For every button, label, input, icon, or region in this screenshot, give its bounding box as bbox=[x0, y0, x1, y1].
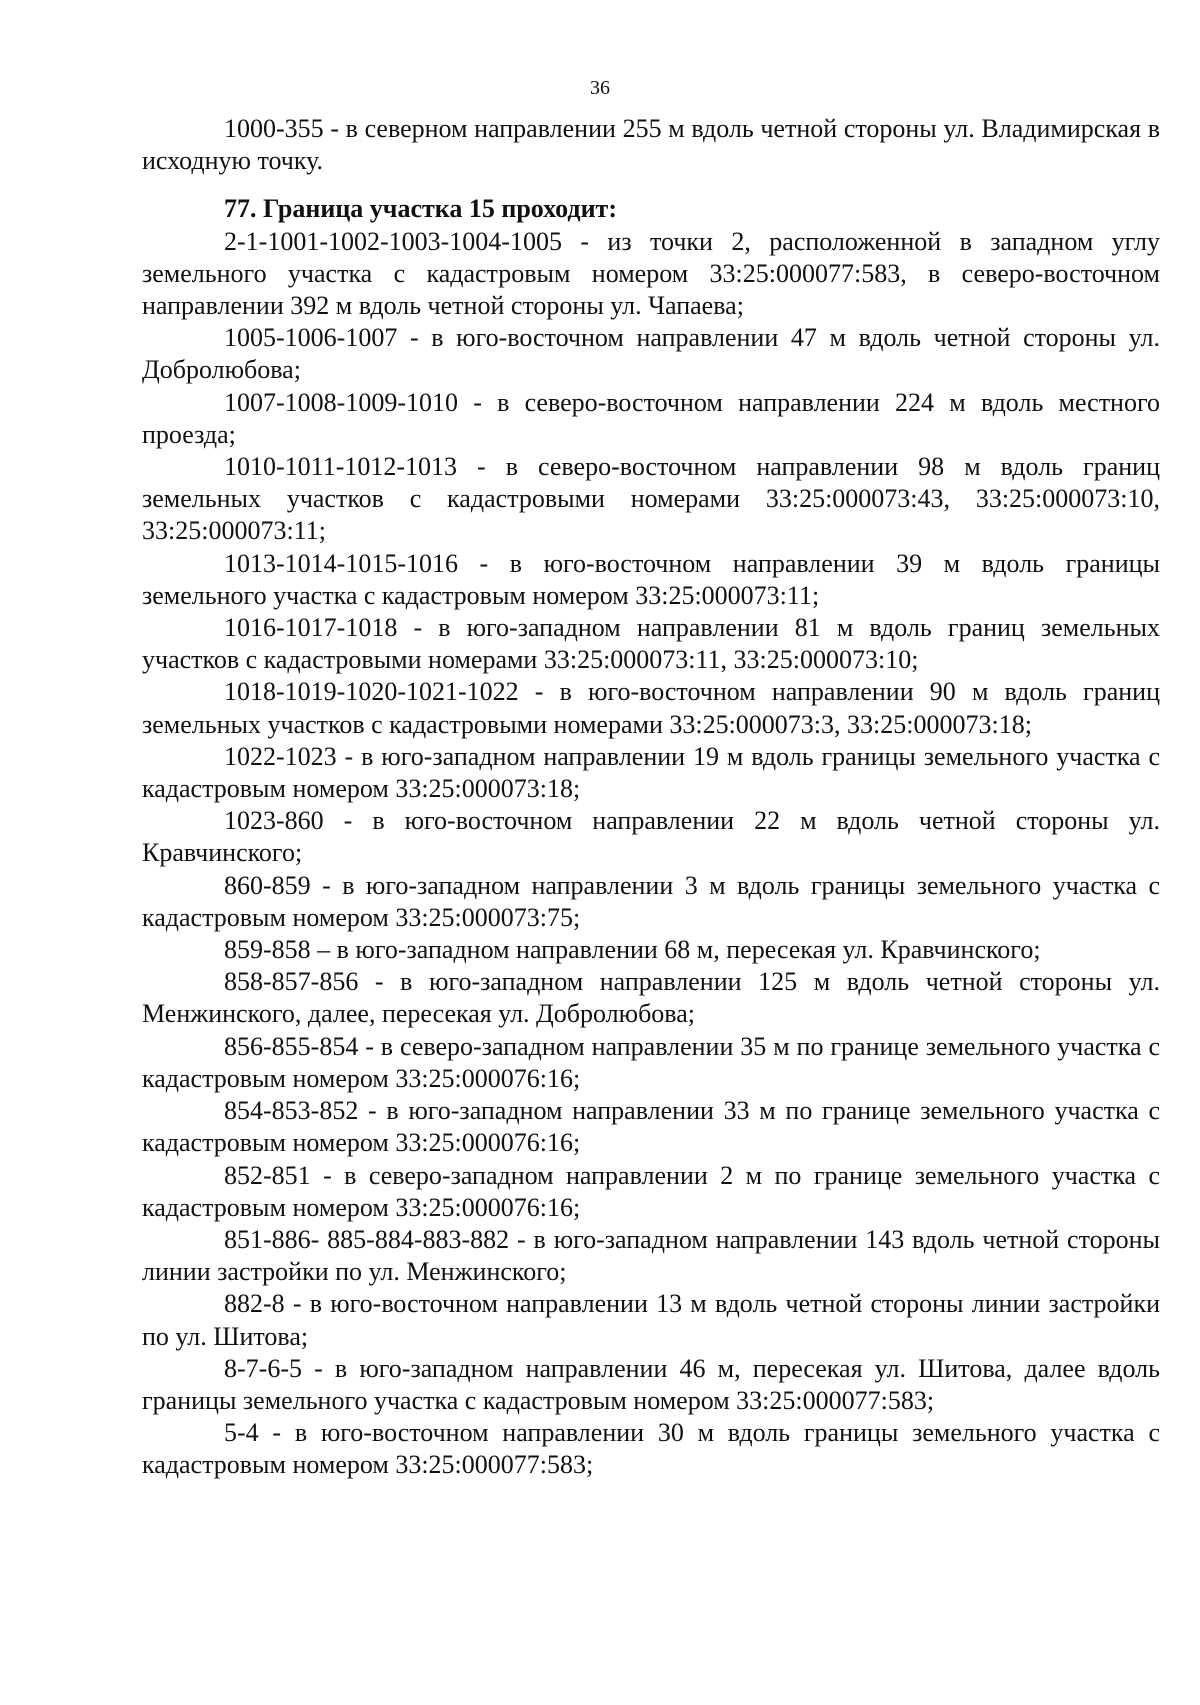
boundary-paragraph: 1023-860 - в юго-восточном направлении 22 м вдоль четной стороны ул. Кравчинского; bbox=[142, 806, 1160, 868]
boundary-paragraph: 1016-1017-1018 - в юго-западном направлении 81 м вдоль границ земельных участков с кадастровыми номерами 33:25:000073:11, 33:25:000073:10; bbox=[142, 613, 1160, 675]
boundary-paragraph: 2-1-1001-1002-1003-1004-1005 - из точки 2, расположенной в западном углу земельного участка с кадастровым номером 33:25:000077:583, в северо-восточном направлении 392 м вдоль четной стороны ул. Чапаева; bbox=[142, 226, 1160, 321]
boundary-paragraph: 854-853-852 - в юго-западном направлении 33 м по границе земельного участка с кадастровым номером 33:25:000076:16; bbox=[142, 1096, 1160, 1158]
boundary-paragraph: 882-8 - в юго-восточном направлении 13 м вдоль четной стороны линии застройки по ул. Шитова; bbox=[142, 1289, 1160, 1351]
boundary-paragraph: 1022-1023 - в юго-западном направлении 19 м вдоль границы земельного участка с кадастровым номером 33:25:000073:18; bbox=[142, 741, 1160, 804]
boundary-paragraph: 858-857-856 - в юго-западном направлении 125 м вдоль четной стороны ул. Менжинского, далее, пересекая ул. Добролюбова; bbox=[142, 967, 1160, 1029]
boundary-paragraph: 860-859 - в юго-западном направлении 3 м вдоль границы земельного участка с кадастровым номером 33:25:000073:75; bbox=[142, 870, 1160, 932]
boundary-paragraph: 1005-1006-1007 - в юго-восточном направлении 47 м вдоль четной стороны ул. Добролюбова; bbox=[142, 323, 1160, 385]
boundary-paragraph: 1007-1008-1009-1010 - в северо-восточном направлении 224 м вдоль местного проезда; bbox=[142, 387, 1160, 449]
paragraph-boundary-end: 1000-355 - в северном направлении 255 м вдоль четной стороны ул. Владимирская в исходную точку. bbox=[142, 114, 1160, 176]
boundary-paragraph: 856-855-854 - в северо-западном направлении 35 м по границе земельного участка с кадастровым номером 33:25:000076:16; bbox=[142, 1031, 1160, 1093]
boundary-paragraph: 852-851 - в северо-западном направлении 2 м по границе земельного участка с кадастровым номером 33:25:000076:16; bbox=[142, 1160, 1160, 1222]
boundary-paragraph: 1010-1011-1012-1013 - в северо-восточном направлении 98 м вдоль границ земельных участков с кадастровыми номерами 33:25:000073:43, 33:25:000073:10, 33:25:000073:11; bbox=[142, 452, 1160, 546]
boundary-paragraph: 1018-1019-1020-1021-1022 - в юго-восточном направлении 90 м вдоль границ земельных участков с кадастровыми номерами 33:25:000073:3, 33:25:000073:18; bbox=[142, 677, 1160, 739]
boundary-paragraph: 1013-1014-1015-1016 - в юго-восточном направлении 39 м вдоль границы земельного участка с кадастровым номером 33:25:000073:11; bbox=[142, 548, 1160, 610]
page-number: 36 bbox=[590, 77, 610, 99]
boundary-paragraph: 8-7-6-5 - в юго-западном направлении 46 м, пересекая ул. Шитова, далее вдоль границы земельного участка с кадастровым номером 33:25:000077:583; bbox=[142, 1353, 1160, 1415]
boundary-paragraph: 5-4 - в юго-восточном направлении 30 м вдоль границы земельного участка с кадастровым номером 33:25:000077:583; bbox=[142, 1418, 1160, 1480]
section-heading: 77. Граница участка 15 проходит: bbox=[224, 194, 617, 224]
document-body bbox=[142, 113, 1160, 1482]
boundary-paragraph: 859-858 – в юго-западном направлении 68 м, пересекая ул. Кравчинского; bbox=[224, 935, 1041, 965]
boundary-paragraph: 851-886- 885-884-883-882 - в юго-западном направлении 143 вдоль четной стороны линии застройки по ул. Менжинского; bbox=[142, 1224, 1160, 1287]
